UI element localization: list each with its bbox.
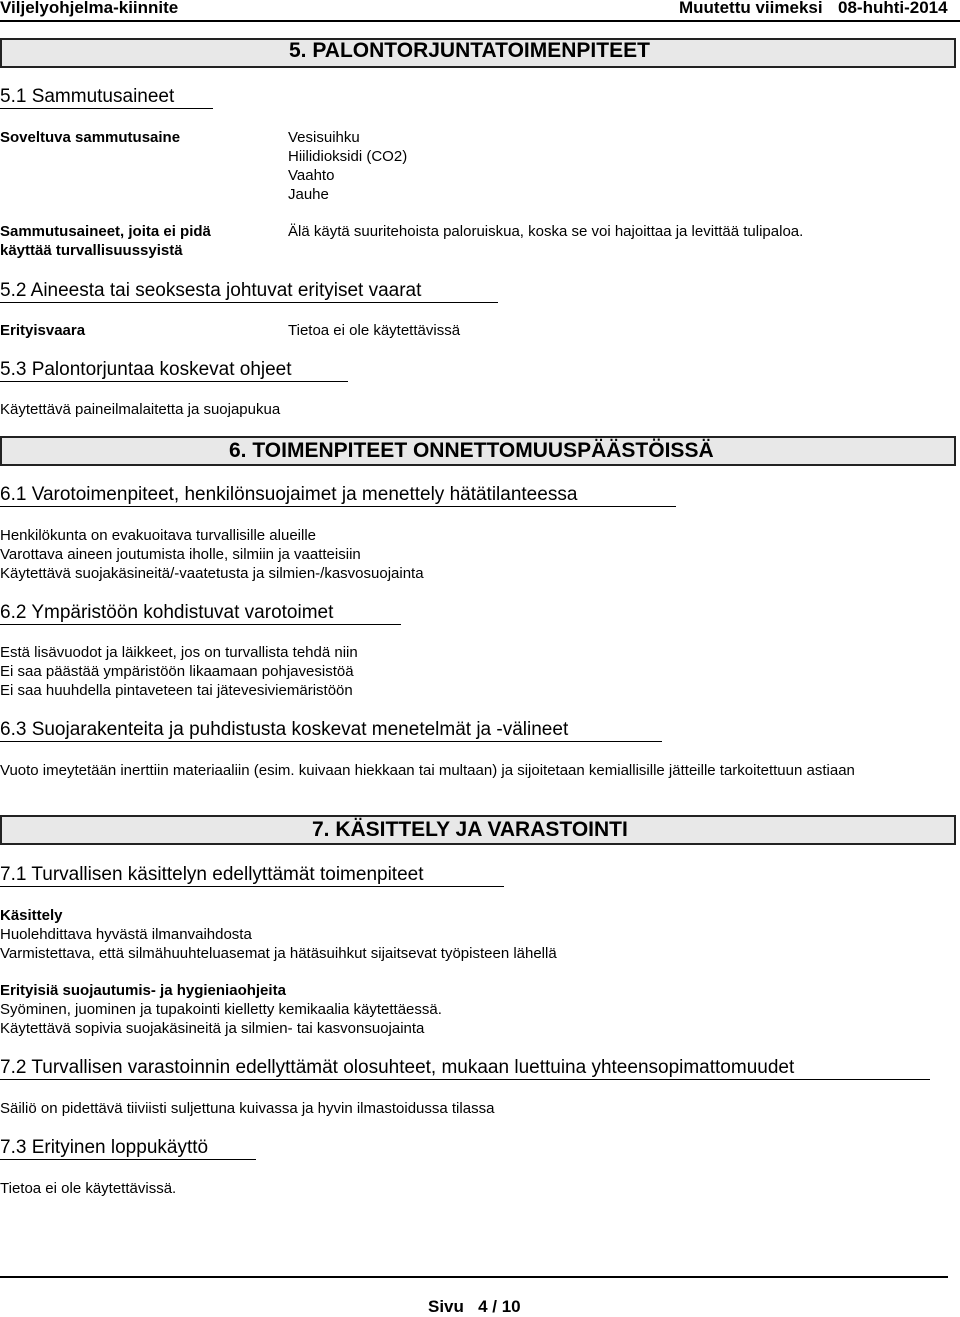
environmental-line-3: Ei saa huuhdella pintaveteen tai jätevesiviemäristöön (0, 682, 353, 699)
subsection-7-2-title: 7.2 Turvallisen varastoinnin edellyttämät olosuhteet, mukaan luettuina yhteensopimattomuudet (0, 1057, 795, 1078)
suitable-agent-label: Soveltuva sammutusaine (0, 129, 181, 146)
end-use-text: Tietoa ei ole käytettävissä. (0, 1180, 177, 1197)
unsuitable-agent-value: Älä käytä suuritehoista paloruiskua, koska se voi hajoittaa ja levittää tulipaloa. (288, 223, 804, 240)
environmental-line-1: Estä lisävuodot ja läikkeet, jos on turvallista tehdä niin (0, 644, 358, 661)
hygiene-label: Erityisiä suojautumis- ja hygieniaohjeita (0, 982, 286, 999)
modified-label: Muutettu viimeksi (679, 0, 823, 17)
subsection-7-1-title: 7.1 Turvallisen käsittelyn edellyttämät toimenpiteet (0, 864, 424, 885)
hygiene-line-2: Käytettävä sopivia suojakäsineitä ja silmien- tai kasvonsuojainta (0, 1020, 425, 1037)
containment-text: Vuoto imeytetään inerttiin materiaaliin (esim. kuivaan hiekkaan tai multaan) ja sijoitetaan kemiallisille jätteille tarkoitettuun astiaan (0, 762, 855, 779)
firefighting-advice-text: Käytettävä paineilmalaitetta ja suojapukua (0, 401, 281, 418)
environmental-line-2: Ei saa päästää ympäristöön likaamaan pohjavesistöä (0, 663, 354, 680)
precautions-line-3: Käytettävä suojakäsineitä/-vaatetusta ja silmien-/kasvosuojainta (0, 565, 424, 582)
storage-text: Säiliö on pidettävä tiiviisti suljettuna kuivassa ja hyvin ilmastoidussa tilassa (0, 1100, 495, 1117)
subsection-5-3-underline (0, 381, 348, 382)
handling-label: Käsittely (0, 907, 63, 924)
subsection-5-1-title: 5.1 Sammutusaineet (0, 86, 175, 107)
subsection-6-2-title: 6.2 Ympäristöön kohdistuvat varotoimet (0, 602, 334, 623)
special-hazard-label: Erityisvaara (0, 322, 86, 339)
subsection-7-2-underline (0, 1079, 930, 1080)
subsection-6-3-title: 6.3 Suojarakenteita ja puhdistusta koskevat menetelmät ja -välineet (0, 719, 569, 740)
handling-line-1: Huolehdittava hyvästä ilmanvaihdosta (0, 926, 252, 943)
subsection-7-3-title: 7.3 Erityinen loppukäyttö (0, 1137, 209, 1158)
footer-rule (0, 1276, 948, 1278)
subsection-6-2-underline (0, 624, 401, 625)
suitable-agent-value-3: Vaahto (288, 167, 335, 184)
page-number: Sivu 4 / 10 (428, 1297, 521, 1316)
section-6-title: 6. TOIMENPITEET ONNETTOMUUSPÄÄSTÖISSÄ (229, 439, 714, 462)
subsection-6-1-underline (0, 506, 676, 507)
subsection-6-3-underline (0, 741, 662, 742)
handling-line-2: Varmistettava, että silmähuuhteluasemat ja hätäsuihkut sijaitsevat työpisteen lähellä (0, 945, 557, 962)
suitable-agent-value-2: Hiilidioksidi (CO2) (288, 148, 408, 165)
header-rule (0, 20, 960, 22)
subsection-6-1-title: 6.1 Varotoimenpiteet, henkilönsuojaimet ja menettely hätätilanteessa (0, 484, 578, 505)
hygiene-line-1: Syöminen, juominen ja tupakointi kielletty kemikaalia käytettäessä. (0, 1001, 442, 1018)
subsection-5-2-underline (0, 302, 498, 303)
subsection-5-1-underline (0, 108, 213, 109)
precautions-line-1: Henkilökunta on evakuoitava turvallisille alueille (0, 527, 317, 544)
suitable-agent-value-4: Jauhe (288, 186, 329, 203)
subsection-7-1-underline (0, 886, 504, 887)
precautions-line-2: Varottava aineen joutumista iholle, silmiin ja vaatteisiin (0, 546, 361, 563)
special-hazard-value: Tietoa ei ole käytettävissä (288, 322, 461, 339)
subsection-5-3-title: 5.3 Palontorjuntaa koskevat ohjeet (0, 359, 292, 380)
modified-date: 08-huhti-2014 (838, 0, 948, 17)
unsuitable-agent-label: Sammutusaineet, joita ei pidä käyttää turvallisuussyistä (0, 223, 211, 259)
suitable-agent-value-1: Vesisuihku (288, 129, 360, 146)
section-7-title: 7. KÄSITTELY JA VARASTOINTI (312, 818, 628, 841)
subsection-5-2-title: 5.2 Aineesta tai seoksesta johtuvat erityiset vaarat (0, 280, 422, 301)
subsection-7-3-underline (0, 1159, 256, 1160)
document-title: Viljelyohjelma-kiinnite (0, 0, 179, 17)
section-5-title: 5. PALONTORJUNTATOIMENPITEET (289, 39, 650, 62)
